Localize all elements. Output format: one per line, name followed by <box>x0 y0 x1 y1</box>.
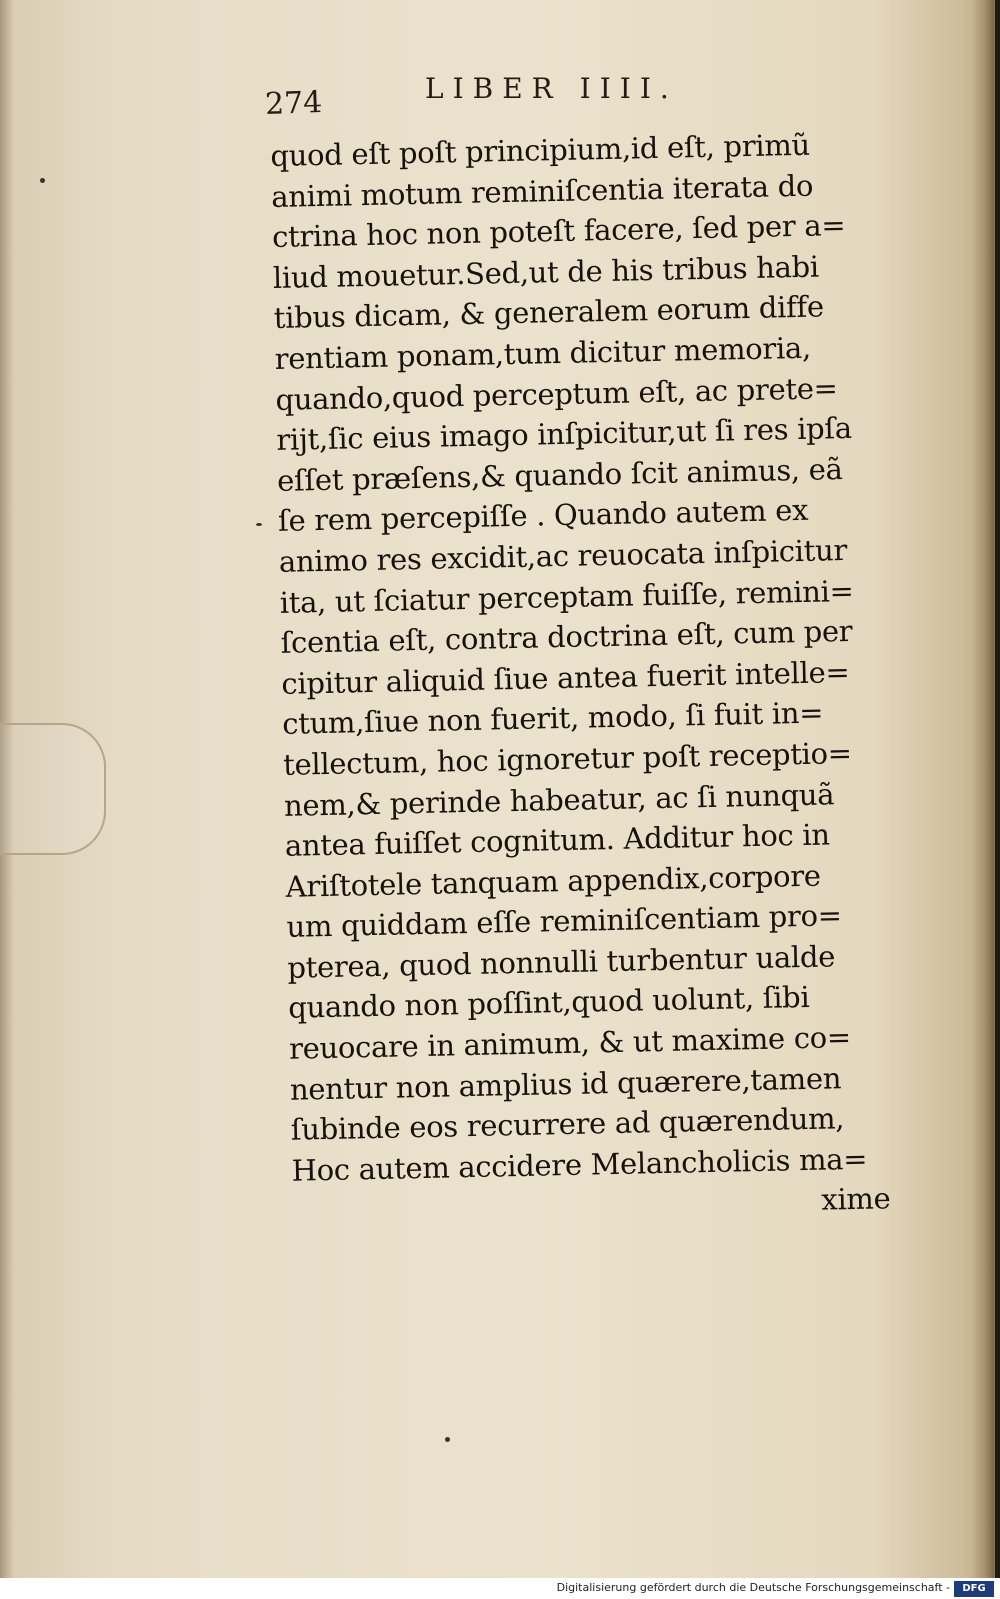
text-line: Ariſtotele tanquam appendix,corpore <box>285 858 822 904</box>
funding-credit: Digitalisierung gefördert durch die Deutsche Forschungsgemeinschaft - <box>556 1581 950 1594</box>
text-line: rentiam ponam,tum dicitur memoria, <box>274 330 812 376</box>
text-line: ctrina hoc non poteſt facere, ſed per a= <box>271 208 846 255</box>
text-line: liud mouetur.Sed,ut de his tribus habi <box>272 249 820 295</box>
text-line: reuocare in animum, & ut maxime co= <box>288 1020 852 1066</box>
text-line: animo res excidit,ac reuocata inſpicitur <box>278 532 848 579</box>
text-line: quando non poſſint,quod uolunt, ſibi <box>287 980 810 1026</box>
page-tab-mark <box>0 723 106 855</box>
text-line: quando,quod perceptum eſt, ac prete= <box>275 370 838 417</box>
dfg-logo: DFG <box>954 1581 994 1597</box>
page-header <box>264 66 885 122</box>
text-line: eſſet præſens,& quando ſcit animus, eã <box>276 451 843 498</box>
text-line: ſubinde eos recurrere ad quærendum, <box>290 1101 845 1148</box>
page-number: 274 <box>264 85 323 122</box>
text-line: rijt,ſic eius imago inſpicitur,ut ſi res ipſa <box>276 411 853 458</box>
text-line: pterea, quod nonnulli turbentur ualde <box>287 939 836 985</box>
text-line: ſe rem percepiſſe . Quando autem ex <box>277 493 809 539</box>
text-line: Hoc autem accidere Melancholicis ma= <box>291 1141 868 1188</box>
text-line: nentur non amplius id quærere,tamen <box>289 1060 842 1107</box>
digitization-footer <box>0 1578 1000 1599</box>
ink-speck <box>40 178 45 183</box>
text-line: tellectum, hoc ignoretur poſt receptio= <box>282 735 853 782</box>
body-text <box>270 123 933 1232</box>
text-line: ctum,ſiue non fuerit, modo, ſi fuit in= <box>281 695 824 742</box>
text-line: ita, ut ſciatur perceptam fuiſſe, remini= <box>279 573 854 620</box>
text-line: cipitur aliquid ſiue antea fuerit intelle= <box>281 654 850 701</box>
text-line: ſcentia eſt, contra doctrina eſt, cum per <box>280 614 853 661</box>
text-line: quod eſt poſt principium,id eſt, primũ <box>270 127 811 173</box>
text-line: tibus dicam, & generalem eorum diffe <box>273 289 825 336</box>
leaf-edge-shadow <box>972 0 994 1578</box>
text-line: um quiddam eſſe reminiſcentiam pro= <box>286 898 843 945</box>
text-line: antea fuiſſet cognitum. Additur hoc in <box>284 817 830 863</box>
ink-speck <box>445 1437 450 1442</box>
ink-speck <box>256 523 262 526</box>
text-line: nem,& perinde habeatur, ac ſi nunquã <box>283 776 835 823</box>
text-line: animi motum reminiſcentia iterata do <box>270 168 814 214</box>
catchword: xime <box>820 1181 891 1218</box>
running-head: LIBER IIII. <box>425 72 678 105</box>
